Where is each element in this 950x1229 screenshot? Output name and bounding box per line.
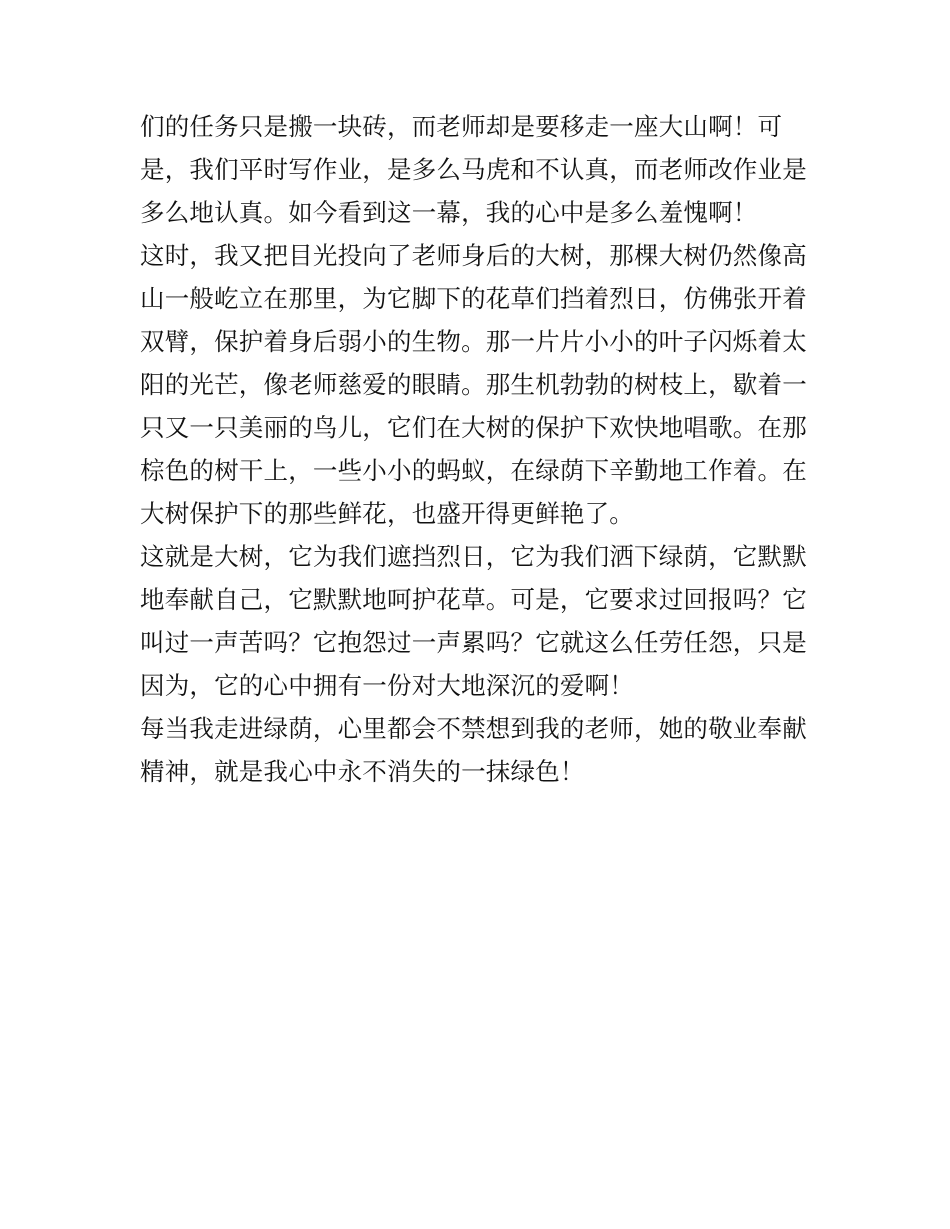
text-line: 棕色的树干上，一些小小的蚂蚁，在绿荫下辛勤地工作着。在 xyxy=(140,456,807,485)
text-line: 山一般屹立在那里，为它脚下的花草们挡着烈日，仿佛张开着 xyxy=(140,284,807,313)
text-line: 多么地认真。如今看到这一幕，我的心中是多么羞愧啊！ xyxy=(140,198,758,227)
text-line: 这就是大树，它为我们遮挡烈日，它为我们洒下绿荫，它默默 xyxy=(140,542,807,571)
text-line: 叫过一声苦吗？它抱怨过一声累吗？它就这么任劳任怨，只是 xyxy=(140,628,807,657)
text-line: 只又一只美丽的鸟儿，它们在大树的保护下欢快地唱歌。在那 xyxy=(140,413,807,442)
text-line: 是，我们平时写作业，是多么马虎和不认真，而老师改作业是 xyxy=(140,155,807,184)
text-line: 精神，就是我心中永不消失的一抹绿色！ xyxy=(140,757,585,786)
text-line: 地奉献自己，它默默地呵护花草。可是，它要求过回报吗？它 xyxy=(140,585,807,614)
text-line: 阳的光芒，像老师慈爱的眼睛。那生机勃勃的树枝上，歇着一 xyxy=(140,370,807,399)
text-line: 因为，它的心中拥有一份对大地深沉的爱啊！ xyxy=(140,671,634,700)
document-body xyxy=(140,105,816,793)
text-line: 双臂，保护着身后弱小的生物。那一片片小小的叶子闪烁着太 xyxy=(140,327,807,356)
text-line: 这时，我又把目光投向了老师身后的大树，那棵大树仍然像高 xyxy=(140,241,807,270)
text-line: 们的任务只是搬一块砖，而老师却是要移走一座大山啊！可 xyxy=(140,112,783,141)
text-line: 每当我走进绿荫，心里都会不禁想到我的老师，她的敬业奉献 xyxy=(140,714,807,743)
text-line: 大树保护下的那些鲜花，也盛开得更鲜艳了。 xyxy=(140,499,634,528)
